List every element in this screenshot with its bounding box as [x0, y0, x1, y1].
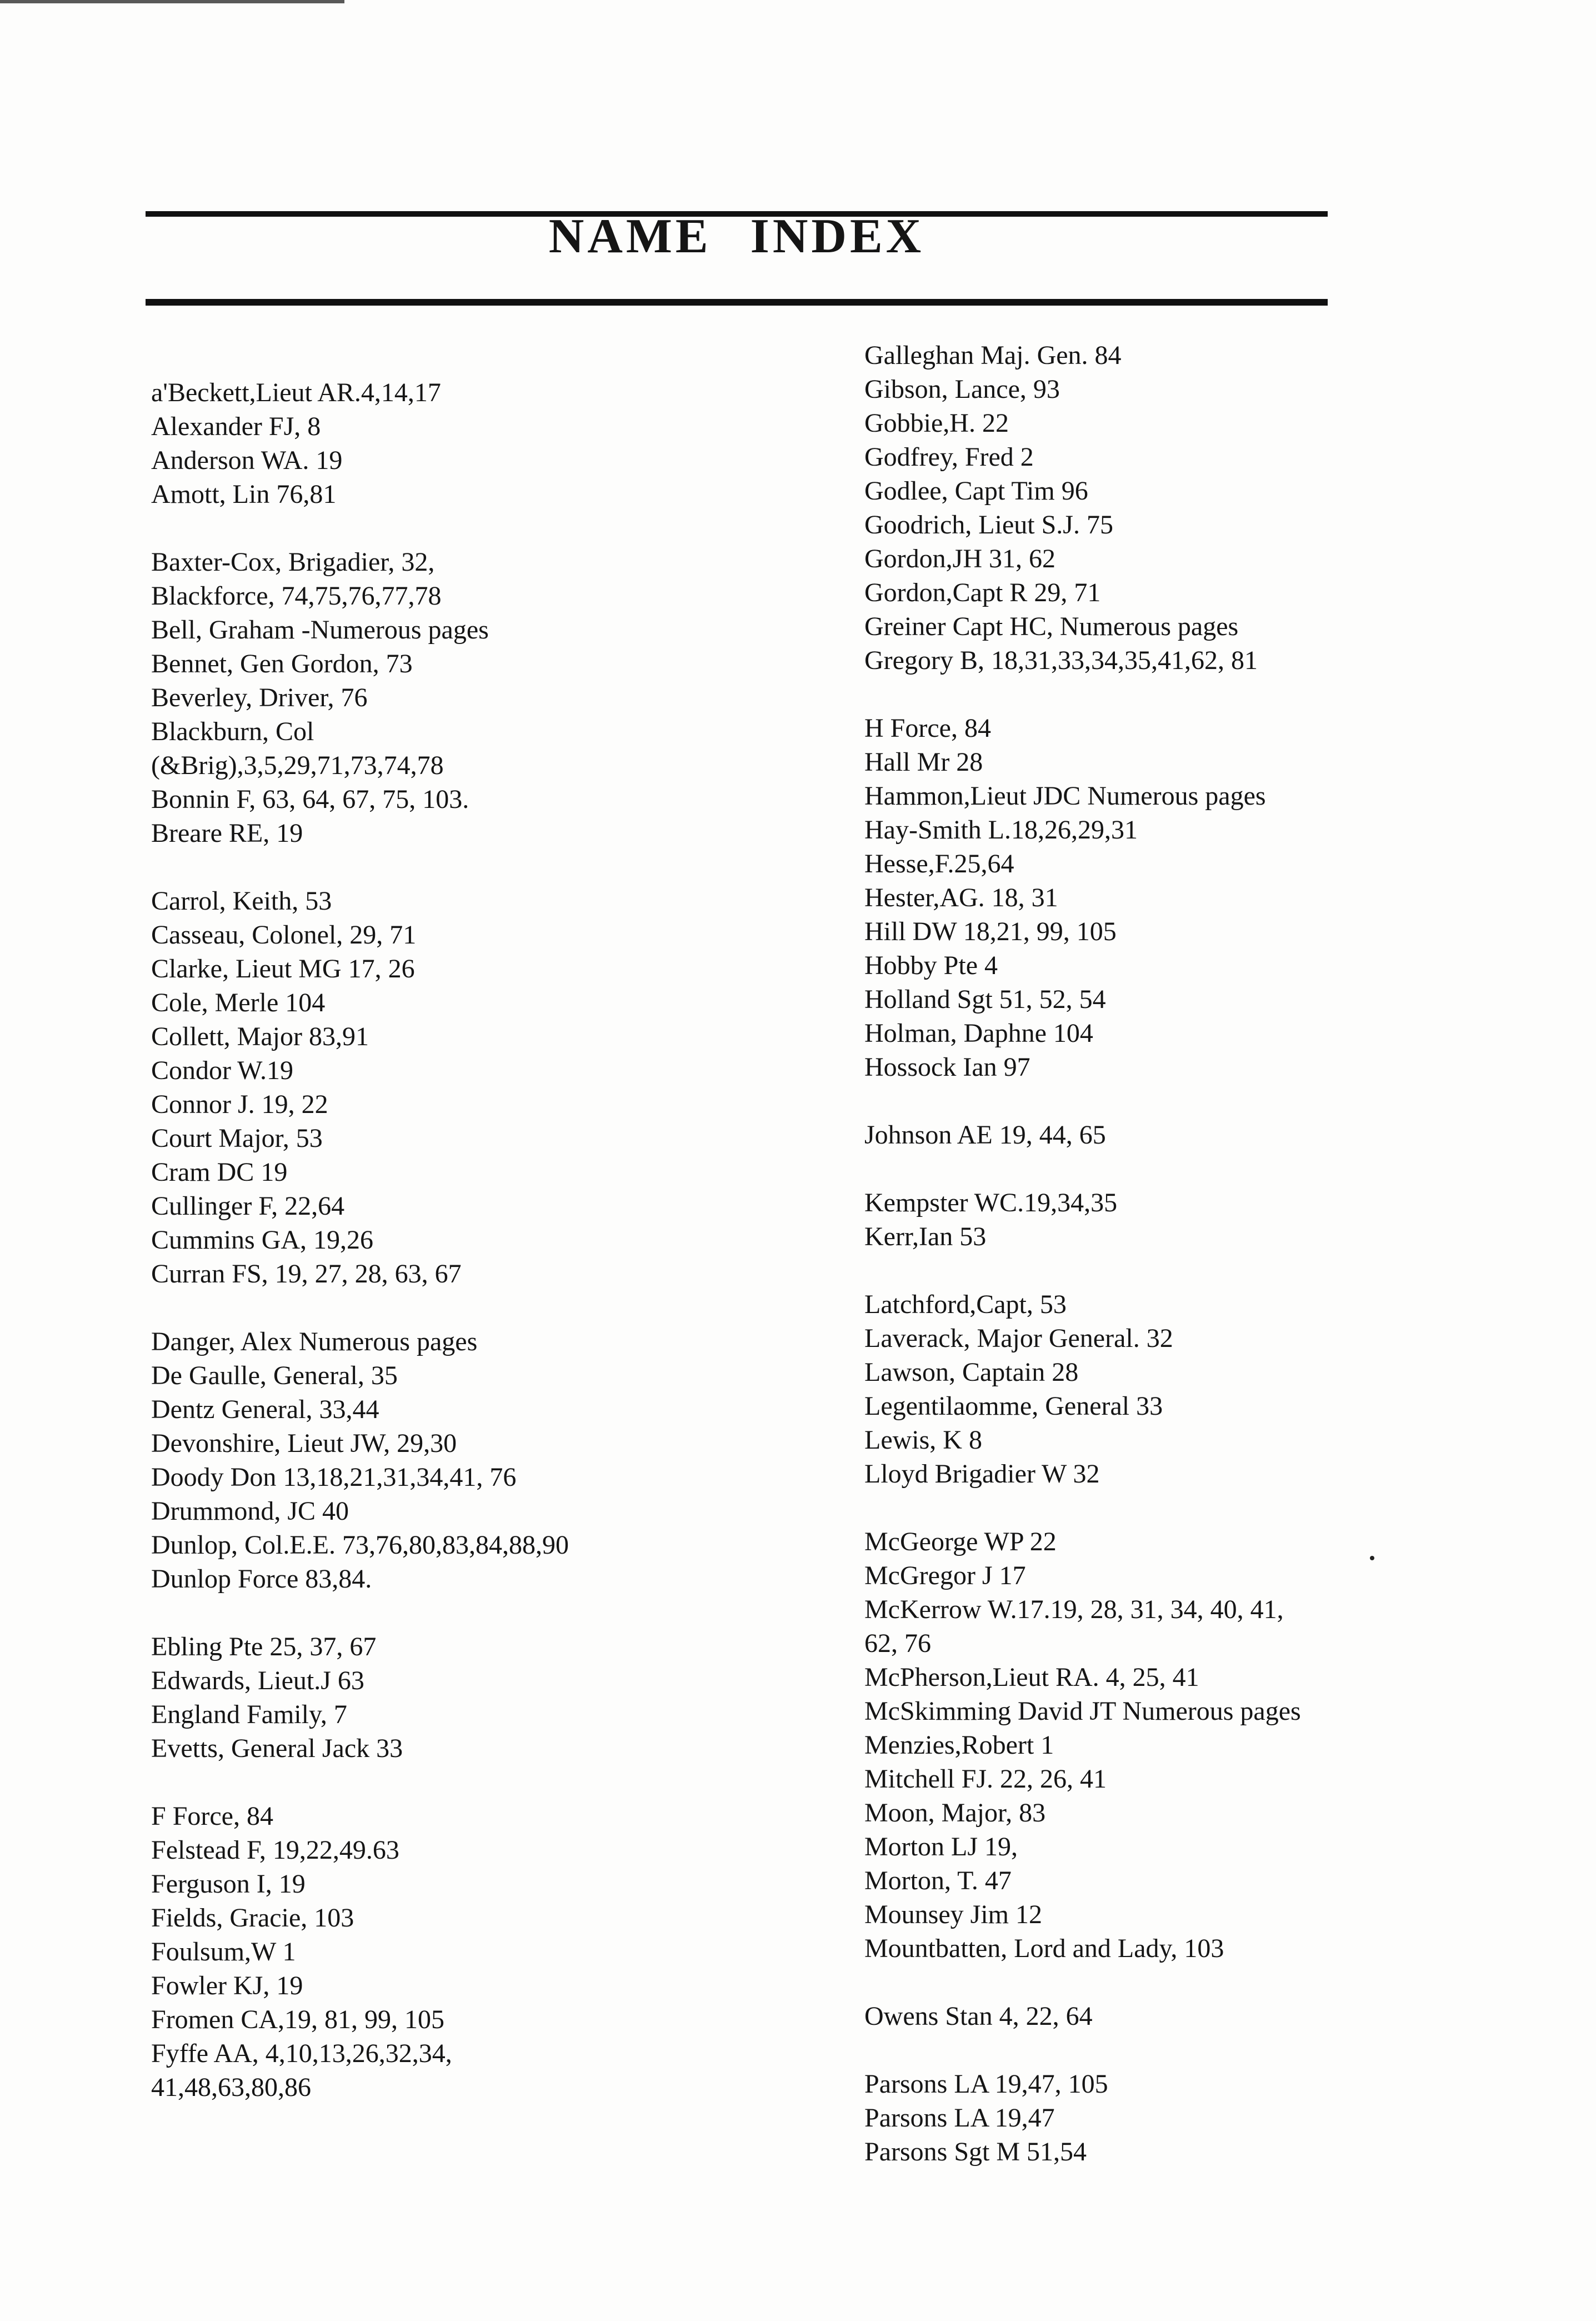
index-entry: Anderson WA. 19	[151, 446, 343, 475]
index-entry: Hossock Ian 97	[864, 1052, 1030, 1082]
index-entry: H Force, 84	[864, 713, 991, 743]
letter-group-gap	[864, 1152, 1575, 1186]
index-entry: Hobby Pte 4	[864, 951, 998, 980]
index-entry: Cummins GA, 19,26	[151, 1225, 374, 1255]
letter-group-gap	[864, 1491, 1575, 1525]
index-entry: Owens Stan 4, 22, 64	[864, 2001, 1093, 2031]
index-entry: Bonnin F, 63, 64, 67, 75, 103.	[151, 785, 469, 814]
index-entry: Beverley, Driver, 76	[151, 683, 368, 712]
index-entry: Gibson, Lance, 93	[864, 375, 1060, 404]
index-entry: McPherson,Lieut RA. 4, 25, 41	[864, 1663, 1199, 1692]
index-entry: Galleghan Maj. Gen. 84	[864, 341, 1122, 370]
index-entry: Clarke, Lieut MG 17, 26	[151, 954, 415, 984]
index-entry: Gordon,JH 31, 62	[864, 544, 1055, 573]
index-entry: Cole, Merle 104	[151, 988, 326, 1017]
index-column-right	[864, 338, 1575, 2169]
index-entry: Cullinger F, 22,64	[151, 1191, 345, 1221]
index-entry: Fowler KJ, 19	[151, 1971, 303, 2000]
letter-group-gap	[864, 677, 1575, 711]
index-entry: McKerrow W.17.19, 28, 31, 34, 40, 41,	[864, 1595, 1284, 1624]
letter-group-gap	[151, 1291, 840, 1325]
index-entry: Dunlop, Col.E.E. 73,76,80,83,84,88,90	[151, 1530, 569, 1560]
letter-group-gap	[864, 1965, 1575, 1999]
index-entry: Condor W.19	[151, 1056, 294, 1085]
index-entry: Mounsey Jim 12	[864, 1900, 1043, 1929]
index-entry: Moon, Major, 83	[864, 1798, 1046, 1828]
index-entry: Latchford,Capt, 53	[864, 1290, 1067, 1319]
scan-edge-shadow	[0, 0, 344, 3]
letter-group-gap	[151, 511, 840, 545]
index-entry: Greiner Capt HC, Numerous pages	[864, 612, 1239, 641]
index-entry: Collett, Major 83,91	[151, 1022, 369, 1051]
index-entry: Dentz General, 33,44	[151, 1395, 379, 1424]
index-entry: Edwards, Lieut.J 63	[151, 1666, 364, 1695]
index-entry: Drummond, JC 40	[151, 1496, 349, 1526]
letter-group-gap	[151, 850, 840, 884]
index-entry: Menzies,Robert 1	[864, 1730, 1054, 1760]
index-entry: Fyffe AA, 4,10,13,26,32,34,	[151, 2039, 452, 2068]
index-entry: Evetts, General Jack 33	[151, 1734, 403, 1763]
index-entry: Curran FS, 19, 27, 28, 63, 67	[151, 1259, 462, 1289]
title-word-name: NAME	[548, 209, 712, 263]
index-entry: McGeorge WP 22	[864, 1527, 1057, 1556]
index-entry: Gobbie,H. 22	[864, 408, 1009, 438]
index-entry: Lawson, Captain 28	[864, 1357, 1079, 1387]
index-entry: Johnson AE 19, 44, 65	[864, 1120, 1106, 1150]
index-entry: McGregor J 17	[864, 1561, 1026, 1590]
index-entry: Cram DC 19	[151, 1157, 288, 1187]
index-entry: Laverack, Major General. 32	[864, 1324, 1173, 1353]
scan-speck	[1370, 1556, 1374, 1560]
index-entry: Parsons Sgt M 51,54	[864, 2137, 1087, 2167]
index-entry: Mountbatten, Lord and Lady, 103	[864, 1934, 1224, 1963]
index-entry: Morton, T. 47	[864, 1866, 1012, 1895]
index-entry: Foulsum,W 1	[151, 1937, 296, 1966]
index-entry: De Gaulle, General, 35	[151, 1361, 398, 1390]
letter-group-gap	[864, 1254, 1575, 1287]
index-entry: Holman, Daphne 104	[864, 1019, 1093, 1048]
letter-group-gap	[151, 1596, 840, 1630]
index-entry: Bennet, Gen Gordon, 73	[151, 649, 413, 678]
index-entry: Devonshire, Lieut JW, 29,30	[151, 1429, 457, 1458]
index-entry: Hester,AG. 18, 31	[864, 883, 1058, 912]
index-entry: McSkimming David JT Numerous pages	[864, 1696, 1301, 1726]
index-entry: Mitchell FJ. 22, 26, 41	[864, 1764, 1107, 1794]
index-entry: Hammon,Lieut JDC Numerous pages	[864, 781, 1266, 811]
index-entry: Hall Mr 28	[864, 747, 983, 777]
index-entry: Lewis, K 8	[864, 1425, 982, 1455]
index-entry: England Family, 7	[151, 1700, 347, 1729]
index-entry: Alexander FJ, 8	[151, 412, 321, 441]
index-entry: Doody Don 13,18,21,31,34,41, 76	[151, 1463, 517, 1492]
index-entry: Court Major, 53	[151, 1124, 323, 1153]
index-entry: Hill DW 18,21, 99, 105	[864, 917, 1117, 946]
index-entry: Ferguson I, 19	[151, 1869, 306, 1899]
index-entry: Parsons LA 19,47, 105	[864, 2069, 1108, 2099]
index-entry: Fields, Gracie, 103	[151, 1903, 354, 1933]
index-entry: Connor J. 19, 22	[151, 1090, 328, 1119]
index-entry: F Force, 84	[151, 1801, 273, 1831]
title-word-index: INDEX	[750, 209, 925, 263]
index-entry: Fromen CA,19, 81, 99, 105	[151, 2005, 444, 2034]
index-entry: Blackburn, Col	[151, 717, 314, 746]
index-entry: 41,48,63,80,86	[151, 2073, 311, 2102]
index-entry: Bell, Graham -Numerous pages	[151, 615, 489, 645]
index-entry: Godlee, Capt Tim 96	[864, 476, 1088, 506]
index-entry: Amott, Lin 76,81	[151, 480, 337, 509]
letter-group-gap	[151, 1765, 840, 1799]
index-column-left	[151, 376, 840, 2104]
index-entry: Blackforce, 74,75,76,77,78	[151, 581, 442, 611]
title-rule-bottom	[146, 299, 1328, 306]
index-entry: Dunlop Force 83,84.	[151, 1564, 372, 1594]
index-entry: Parsons LA 19,47	[864, 2103, 1055, 2133]
page-title	[146, 209, 1328, 264]
index-entry: Lloyd Brigadier W 32	[864, 1459, 1100, 1489]
index-entry: Gordon,Capt R 29, 71	[864, 578, 1101, 607]
index-entry: Holland Sgt 51, 52, 54	[864, 985, 1106, 1014]
index-entry: Legentilaomme, General 33	[864, 1391, 1163, 1421]
index-entry: Casseau, Colonel, 29, 71	[151, 920, 417, 950]
index-entry: Kempster WC.19,34,35	[864, 1188, 1118, 1217]
index-entry: Carrol, Keith, 53	[151, 886, 332, 916]
index-entry: Breare RE, 19	[151, 818, 303, 848]
index-entry: 62, 76	[864, 1629, 931, 1658]
index-entry: Gregory B, 18,31,33,34,35,41,62, 81	[864, 646, 1258, 675]
index-entry: Baxter-Cox, Brigadier, 32,	[151, 547, 435, 577]
index-entry: Goodrich, Lieut S.J. 75	[864, 510, 1113, 540]
index-entry: Hay-Smith L.18,26,29,31	[864, 815, 1138, 845]
index-entry: Godfrey, Fred 2	[864, 442, 1034, 472]
index-entry: Kerr,Ian 53	[864, 1222, 987, 1251]
letter-group-gap	[864, 2033, 1575, 2067]
index-entry: Ebling Pte 25, 37, 67	[151, 1632, 377, 1661]
index-entry: Hesse,F.25,64	[864, 849, 1014, 879]
letter-group-gap	[864, 1084, 1575, 1118]
index-entry: Felstead F, 19,22,49.63	[151, 1835, 399, 1865]
index-entry: Danger, Alex Numerous pages	[151, 1327, 478, 1356]
index-entry: Morton LJ 19,	[864, 1832, 1018, 1861]
index-entry: (&Brig),3,5,29,71,73,74,78	[151, 751, 444, 780]
index-entry: a'Beckett,Lieut AR.4,14,17	[151, 378, 441, 407]
